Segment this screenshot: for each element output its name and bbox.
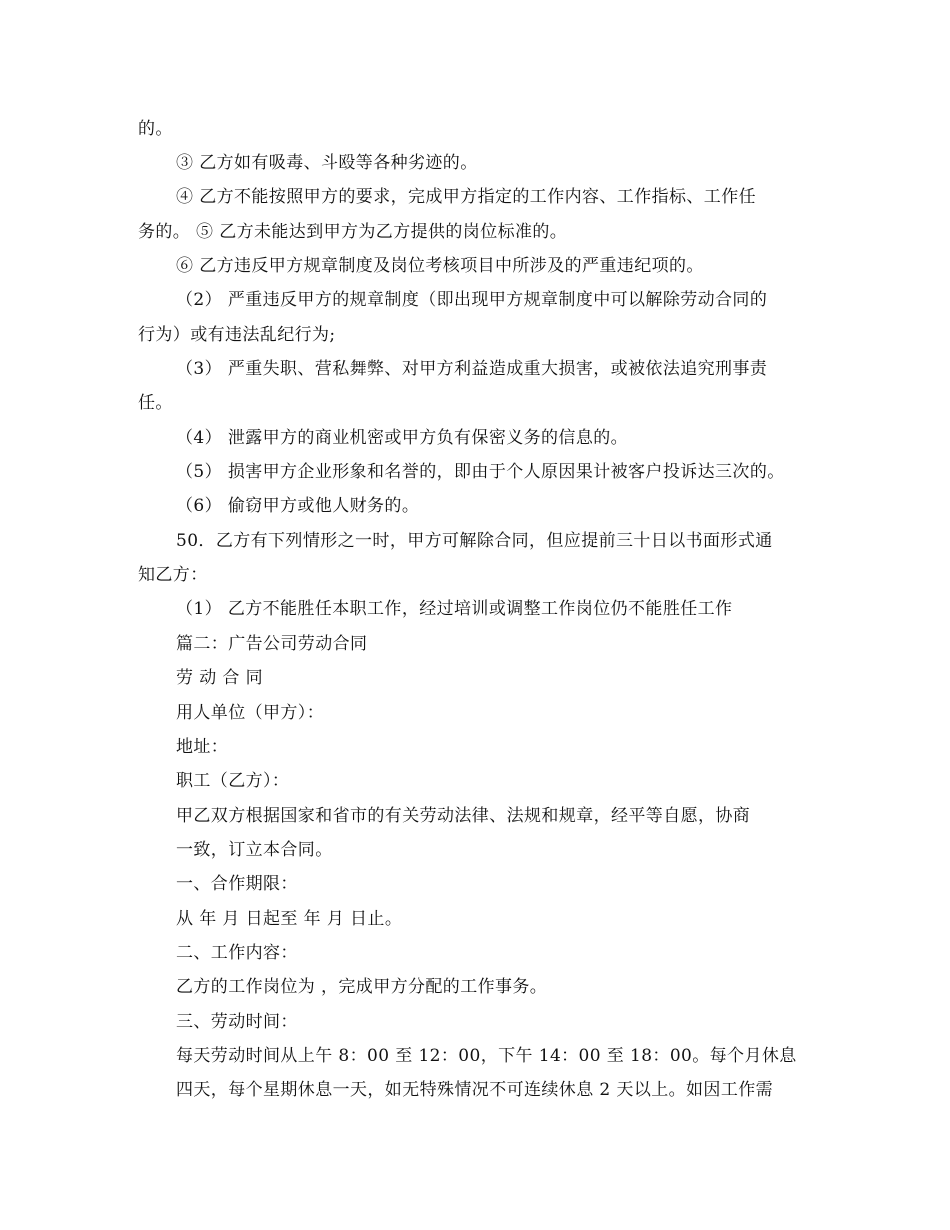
- text-line: 三、劳动时间：: [176, 1012, 298, 1032]
- text-line: 二、工作内容：: [176, 943, 298, 963]
- text-line: （4） 泄露甲方的商业机密或甲方负有保密义务的信息的。: [176, 428, 629, 448]
- text-line: 用人单位（甲方）：: [176, 703, 325, 723]
- text-line: 知乙方：: [138, 565, 208, 585]
- text-line: （1） 乙方不能胜任本职工作，经过培训或调整工作岗位仍不能胜任工作: [176, 599, 733, 619]
- text-line: （3） 严重失职、营私舞弊、对甲方利益造成重大损害，或被依法追究刑事责: [176, 359, 768, 379]
- text-line: ④ 乙方不能按照甲方的要求，完成甲方指定的工作内容、工作指标、工作任: [176, 187, 757, 207]
- text-line: （2） 严重违反甲方的规章制度（即出现甲方规章制度中可以解除劳动合同的: [176, 290, 768, 310]
- text-line: 50．乙方有下列情形之一时，甲方可解除合同，但应提前三十日以书面形式通: [176, 531, 773, 551]
- text-line: 甲乙双方根据国家和省市的有关劳动法律、法规和规章，经平等自愿，协商: [176, 806, 751, 826]
- text-line: 务的。 ⑤ 乙方未能达到甲方为乙方提供的岗位标准的。: [138, 222, 568, 242]
- text-line: 地址：: [176, 737, 229, 757]
- text-line: ③ 乙方如有吸毒、斗殴等各种劣迹的。: [176, 153, 478, 173]
- text-line: 任。: [138, 393, 173, 413]
- text-line: （6） 偷窃甲方或他人财务的。: [176, 496, 420, 516]
- text-line: 一、合作期限：: [176, 874, 298, 894]
- text-line: （5） 损害甲方企业形象和名誉的，即由于个人原因果计被客户投诉达三次的。: [176, 462, 785, 482]
- text-line: 每天劳动时间从上午 8：00 至 12：00，下午 14：00 至 18：00。每个月休息: [176, 1046, 797, 1066]
- text-line: 四天，每个星期休息一天，如无特殊情况不可连续休息 2 天以上。如因工作需: [176, 1080, 774, 1100]
- text-line: ⑥ 乙方违反甲方规章制度及岗位考核项目中所涉及的严重违纪项的。: [176, 256, 704, 276]
- text-line: 行为）或有违法乱纪行为;: [138, 325, 336, 345]
- text-line: 从 年 月 日起至 年 月 日止。: [176, 909, 403, 929]
- text-line: 乙方的工作岗位为 ，完成甲方分配的工作事务。: [176, 977, 548, 997]
- text-line: 职工（乙方）：: [176, 771, 290, 791]
- document-title: 劳 动 合 同: [176, 668, 264, 688]
- section-heading: 篇二：广告公司劳动合同: [176, 634, 368, 654]
- text-line: 的。: [138, 119, 173, 139]
- text-line: 一致，订立本合同。: [176, 840, 333, 860]
